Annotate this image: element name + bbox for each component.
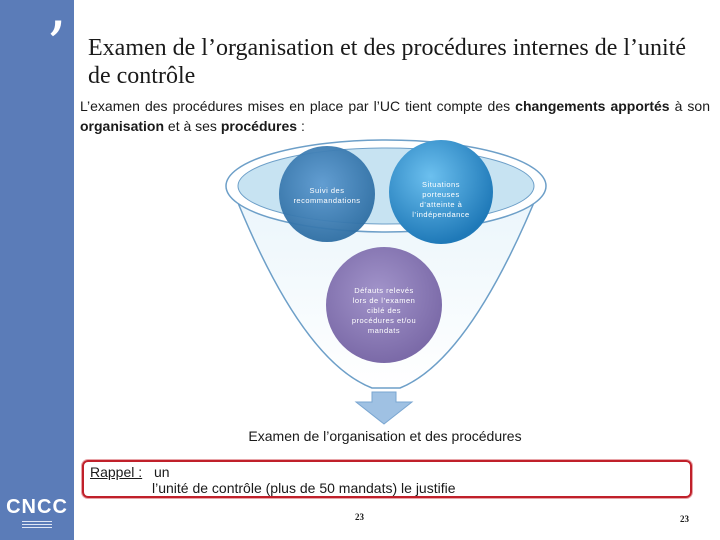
bubble-right-label: Situations porteuses d’atteinte à l’indépendance	[412, 180, 470, 219]
rappel-label: Rappel :	[90, 464, 143, 480]
quote-mark-icon: ’	[46, 9, 67, 83]
page-number-center: 23	[355, 512, 364, 522]
bubble-left-label: Suivi des recommandations	[293, 186, 361, 205]
page-number-right: 23	[680, 514, 689, 524]
slide-title: Examen de l’organisation et des procédures internes de l’unité de contrôle	[88, 35, 687, 89]
logo-text: CNCC	[6, 496, 68, 518]
funnel-caption: Examen de l’organisation et des procédures	[248, 428, 522, 444]
rappel-line2: l’unité de contrôle (plus de 50 mandats) le justifie	[152, 480, 456, 496]
rappel-line1: un	[154, 464, 170, 480]
rappel-box	[82, 460, 692, 498]
intro-paragraph: L’examen des procédures mises en place par l’UC tient compte des changements apportés à son organisation et à ses procédures :	[80, 98, 711, 134]
bubble-bottom-label: Défauts relevés lors de l’examen ciblé des procédures et/ou mandats	[351, 286, 417, 335]
down-arrow-icon	[356, 392, 412, 424]
